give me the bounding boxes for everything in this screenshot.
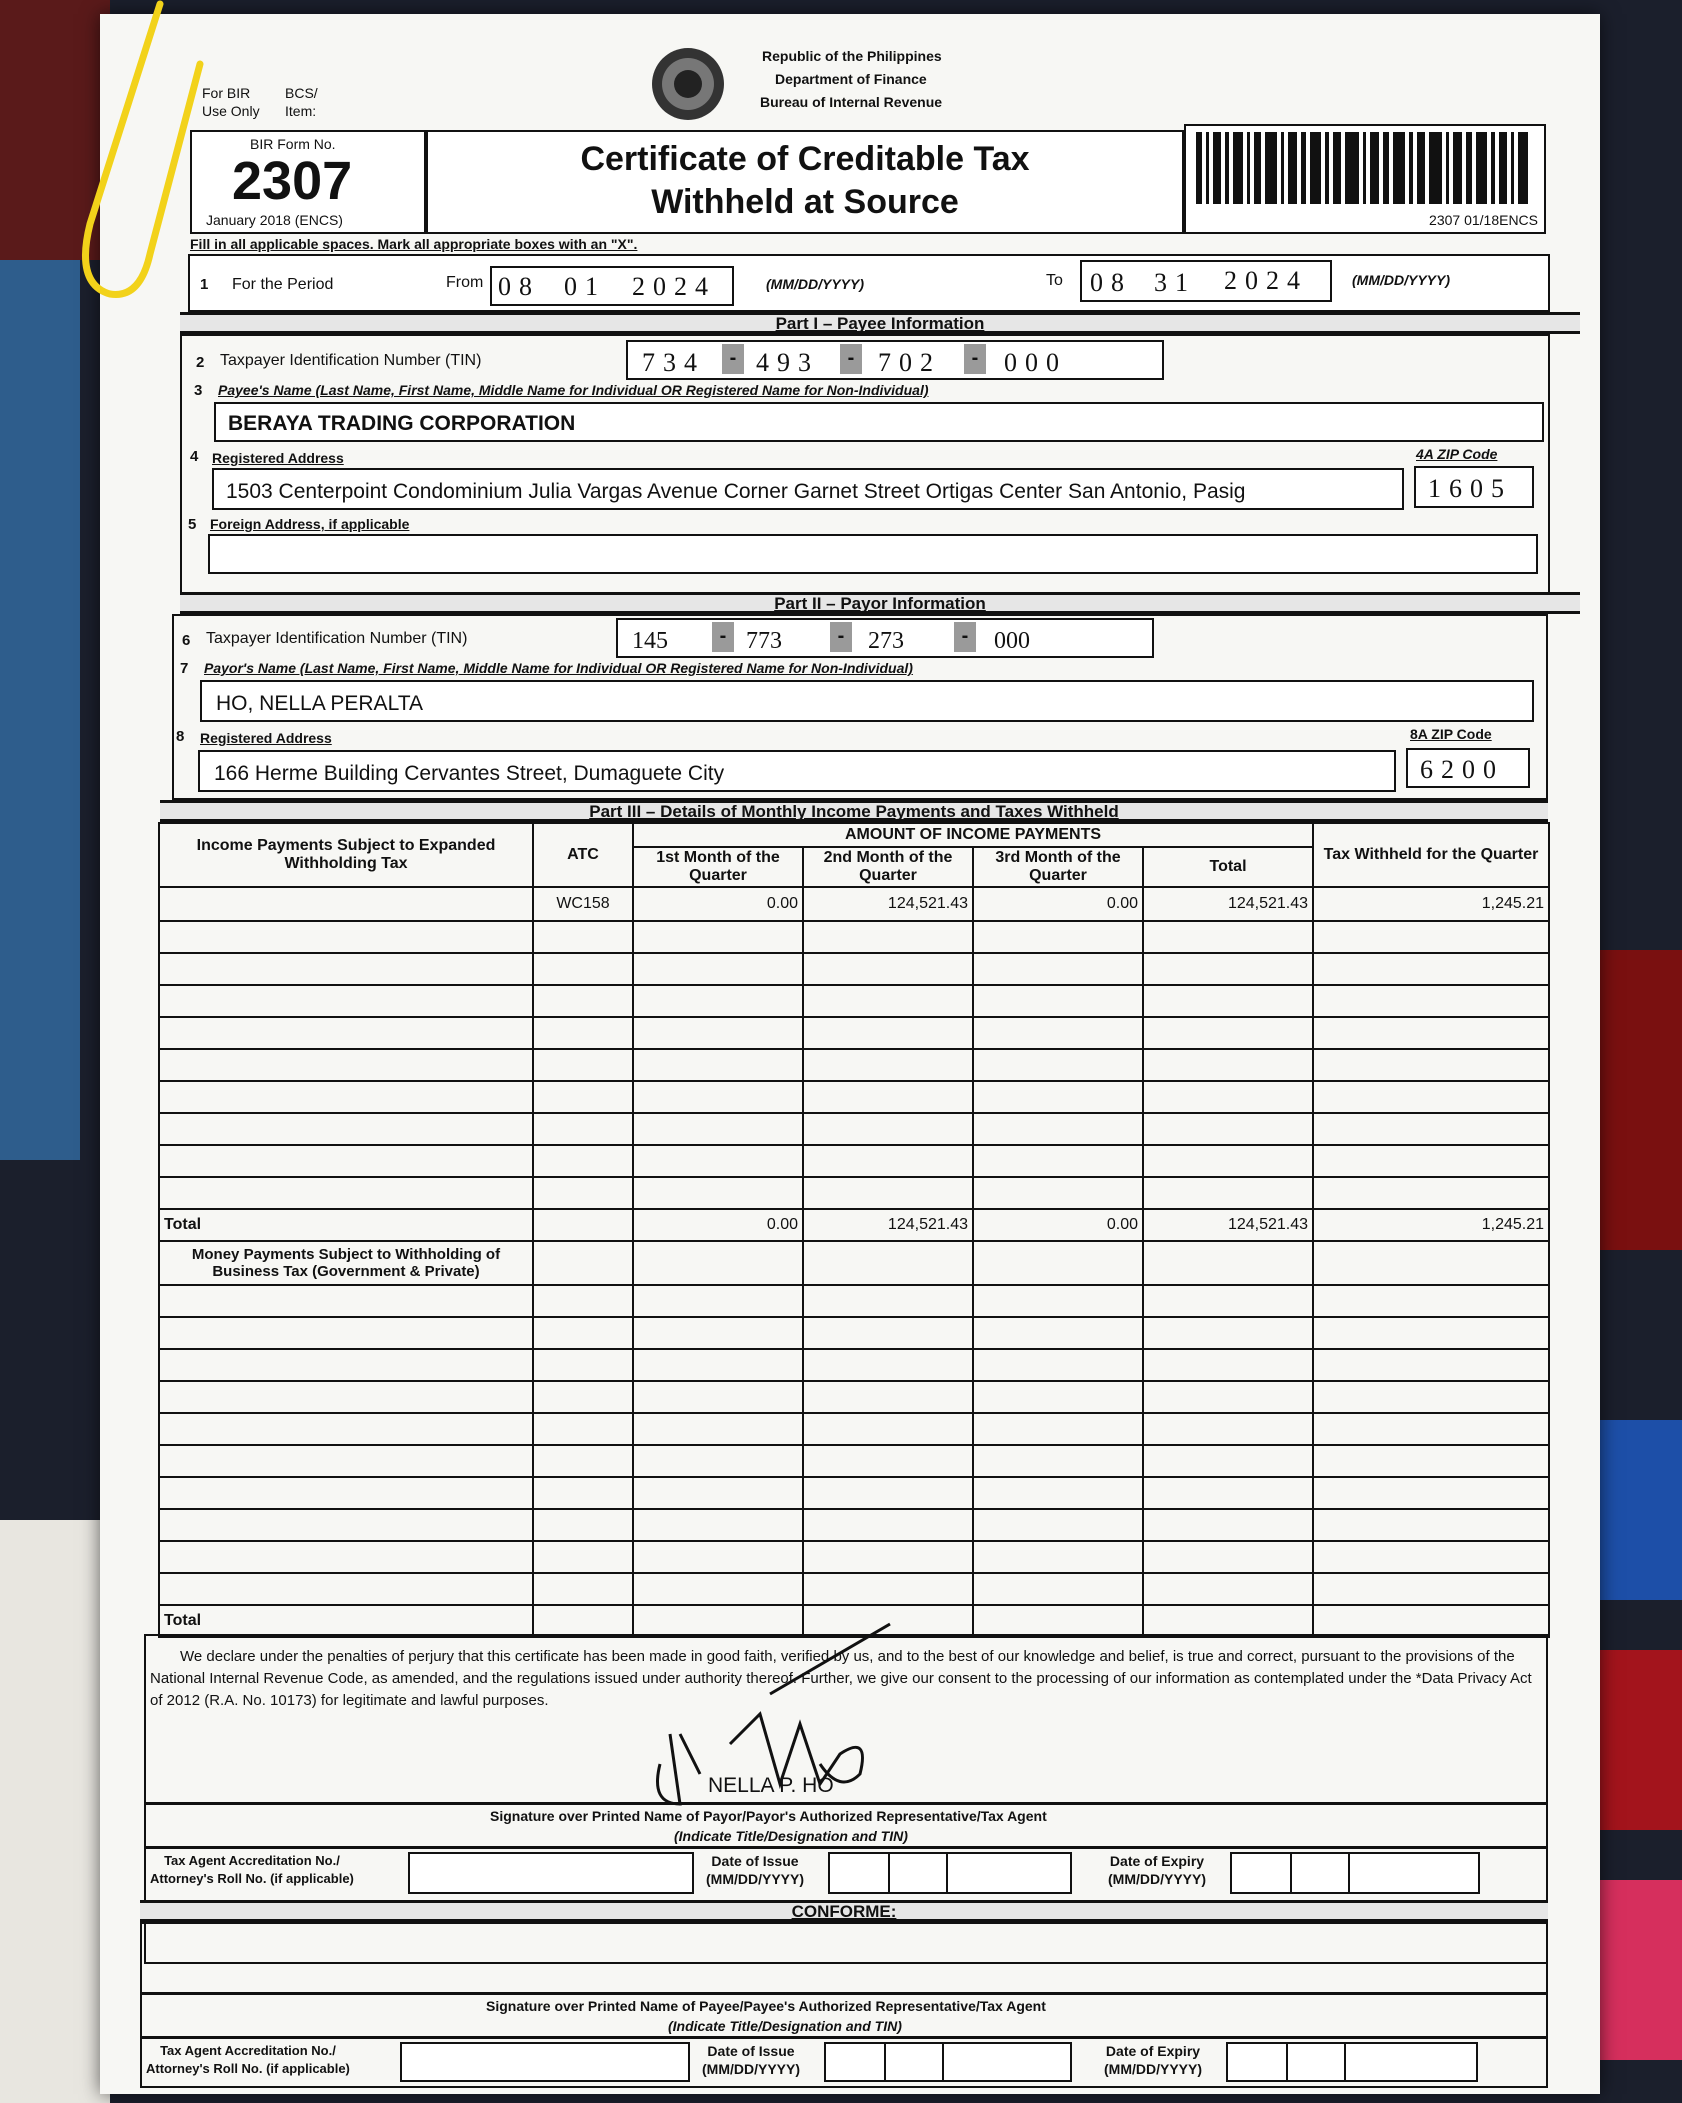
payee-tin-part4: 000 bbox=[1004, 348, 1067, 377]
empty-cell[interactable] bbox=[633, 1445, 803, 1477]
empty-cell[interactable] bbox=[973, 1349, 1143, 1381]
payee-agent-row-line bbox=[140, 2036, 1548, 2039]
payee-signature-caption2: (Indicate Title/Designation and TIN) bbox=[668, 2018, 902, 2034]
payee-tin-part2: 493 bbox=[756, 348, 819, 377]
payee-name-field[interactable] bbox=[214, 402, 1544, 442]
payor-name-label: Payor's Name (Last Name, First Name, Middle Name for Individual OR Registered Name for Non-Individual) bbox=[204, 660, 913, 676]
tax-cell[interactable]: 1,245.21 bbox=[1313, 887, 1549, 921]
tax-form-paper bbox=[100, 14, 1600, 2094]
item-5-number: 5 bbox=[188, 516, 197, 533]
empty-cell[interactable] bbox=[1313, 1113, 1549, 1145]
table-row bbox=[159, 1113, 1549, 1145]
table-row bbox=[159, 1349, 1549, 1381]
form-label: BIR Form No. bbox=[250, 136, 336, 152]
empty-cell[interactable] bbox=[1143, 1573, 1313, 1605]
empty-cell[interactable] bbox=[1143, 1017, 1313, 1049]
empty-cell[interactable] bbox=[973, 1541, 1143, 1573]
empty-cell[interactable] bbox=[633, 1049, 803, 1081]
empty-cell[interactable] bbox=[533, 1017, 633, 1049]
empty-cell[interactable] bbox=[1313, 1573, 1549, 1605]
to-label: To bbox=[1046, 272, 1063, 289]
form-title-box bbox=[426, 130, 1184, 234]
payor-address-field[interactable] bbox=[198, 750, 1396, 792]
empty-cell[interactable] bbox=[1313, 1317, 1549, 1349]
empty-cell[interactable] bbox=[1313, 1145, 1549, 1177]
form-title-line2: Withheld at Source bbox=[651, 183, 959, 221]
empty-cell[interactable] bbox=[1143, 1541, 1313, 1573]
empty-cell[interactable] bbox=[1143, 1081, 1313, 1113]
empty-cell[interactable] bbox=[1313, 953, 1549, 985]
empty-cell[interactable] bbox=[973, 921, 1143, 953]
empty-cell[interactable] bbox=[1143, 1177, 1313, 1209]
empty-cell[interactable] bbox=[1313, 1049, 1549, 1081]
empty-cell[interactable] bbox=[973, 1381, 1143, 1413]
instruction-text: Fill in all applicable spaces. Mark all appropriate boxes with an "X". bbox=[190, 236, 638, 252]
empty-cell[interactable] bbox=[973, 1605, 1143, 1637]
to-year: 2024 bbox=[1224, 266, 1308, 295]
col-month3-header: 3rd Month of the Quarter bbox=[973, 847, 1143, 887]
form-number-box bbox=[190, 130, 426, 234]
empty-cell[interactable] bbox=[1313, 985, 1549, 1017]
payee-signature-caption: Signature over Printed Name of Payee/Payee's Authorized Representative/Tax Agent bbox=[486, 1998, 1046, 2014]
empty-cell[interactable] bbox=[973, 1049, 1143, 1081]
empty-cell[interactable] bbox=[533, 1413, 633, 1445]
foreign-address-label: Foreign Address, if applicable bbox=[210, 516, 410, 532]
empty-cell[interactable] bbox=[973, 953, 1143, 985]
atc-cell[interactable]: WC158 bbox=[533, 887, 633, 921]
empty-cell[interactable] bbox=[803, 1177, 973, 1209]
empty-cell[interactable] bbox=[1143, 921, 1313, 953]
empty-cell[interactable] bbox=[533, 985, 633, 1017]
empty-cell[interactable] bbox=[1143, 953, 1313, 985]
empty-cell[interactable] bbox=[1313, 1509, 1549, 1541]
empty-cell[interactable] bbox=[533, 1541, 633, 1573]
empty-cell[interactable] bbox=[1313, 1413, 1549, 1445]
empty-cell[interactable] bbox=[633, 1113, 803, 1145]
payor-tin-part2: 773 bbox=[746, 628, 782, 654]
empty-cell[interactable] bbox=[1313, 1177, 1549, 1209]
payor-signature-caption: Signature over Printed Name of Payor/Payor's Authorized Representative/Tax Agent bbox=[490, 1808, 1047, 1824]
empty-cell[interactable] bbox=[803, 1317, 973, 1349]
empty-cell[interactable] bbox=[159, 1177, 533, 1209]
empty-cell[interactable] bbox=[1143, 1113, 1313, 1145]
payee-agent-field[interactable] bbox=[400, 2042, 690, 2082]
form-title-line1: Certificate of Creditable Tax bbox=[580, 140, 1030, 178]
empty-cell[interactable] bbox=[533, 1049, 633, 1081]
empty-cell[interactable] bbox=[803, 985, 973, 1017]
empty-cell[interactable] bbox=[1313, 1381, 1549, 1413]
item-8-number: 8 bbox=[176, 728, 185, 745]
period-row bbox=[188, 254, 1550, 312]
payee-name-value: BERAYA TRADING CORPORATION bbox=[228, 412, 576, 435]
bir-use-label: For BIR Use Only bbox=[202, 85, 260, 119]
payor-issue-field[interactable] bbox=[828, 1852, 1072, 1894]
tin-dash-5: - bbox=[830, 622, 852, 652]
payor-tin-field[interactable] bbox=[616, 618, 1154, 658]
payor-agent-label: Tax Agent Accreditation No./ Attorney's Roll No. (if applicable) bbox=[150, 1853, 354, 1886]
payor-tin-part1: 145 bbox=[632, 628, 668, 654]
empty-cell[interactable] bbox=[973, 1509, 1143, 1541]
empty-cell[interactable] bbox=[803, 1017, 973, 1049]
empty-cell[interactable] bbox=[1313, 1285, 1549, 1317]
empty-cell[interactable] bbox=[1143, 985, 1313, 1017]
background-white-swatch bbox=[0, 1520, 110, 2103]
empty-cell[interactable] bbox=[803, 953, 973, 985]
empty-cell[interactable] bbox=[533, 1285, 633, 1317]
item-4-number: 4 bbox=[190, 448, 199, 465]
empty-cell[interactable] bbox=[159, 1317, 533, 1349]
part3-title: Part III – Details of Monthly Income Payments and Taxes Withheld bbox=[160, 800, 1548, 822]
empty-cell[interactable] bbox=[633, 1145, 803, 1177]
republic-text: Republic of the Philippines bbox=[762, 48, 942, 64]
table-row bbox=[159, 1381, 1549, 1413]
table-row bbox=[159, 1413, 1549, 1445]
empty-cell[interactable] bbox=[159, 1541, 533, 1573]
empty-cell[interactable] bbox=[1143, 1317, 1313, 1349]
empty-cell[interactable] bbox=[803, 1113, 973, 1145]
empty-cell[interactable] bbox=[1313, 1541, 1549, 1573]
empty-cell[interactable] bbox=[973, 1285, 1143, 1317]
empty-cell[interactable] bbox=[803, 1285, 973, 1317]
empty-cell[interactable] bbox=[633, 1541, 803, 1573]
col-atc-header: ATC bbox=[533, 823, 633, 887]
empty-cell[interactable] bbox=[973, 1113, 1143, 1145]
payor-tin-part3: 273 bbox=[868, 628, 904, 654]
empty-cell[interactable] bbox=[1143, 1413, 1313, 1445]
empty-cell[interactable] bbox=[803, 1541, 973, 1573]
empty-cell[interactable] bbox=[633, 1413, 803, 1445]
payor-zip-value: 6200 bbox=[1420, 755, 1504, 784]
from-year: 2024 bbox=[632, 272, 716, 301]
conforme-title: CONFORME: bbox=[140, 1900, 1548, 1922]
empty-cell[interactable] bbox=[803, 1081, 973, 1113]
payee-address-value: 1503 Centerpoint Condominium Julia Vargas Avenue Corner Garnet Street Ortigas Center San Antonio, Pasig bbox=[226, 480, 1246, 503]
background-right-red bbox=[1600, 950, 1682, 1250]
empty-cell[interactable] bbox=[1143, 1349, 1313, 1381]
empty-cell[interactable] bbox=[803, 1349, 973, 1381]
table-row bbox=[159, 1573, 1549, 1605]
empty-cell[interactable] bbox=[973, 1317, 1143, 1349]
table-row bbox=[159, 1317, 1549, 1349]
item-6-number: 6 bbox=[182, 632, 191, 649]
to-format-label: (MM/DD/YYYY) bbox=[1352, 272, 1450, 288]
empty-cell[interactable] bbox=[973, 1241, 1143, 1285]
from-label: From bbox=[446, 274, 484, 291]
empty-cell[interactable] bbox=[159, 985, 533, 1017]
empty-cell[interactable] bbox=[159, 1509, 533, 1541]
empty-cell[interactable] bbox=[533, 1445, 633, 1477]
empty-cell[interactable] bbox=[1313, 1349, 1549, 1381]
payor-agent-field[interactable] bbox=[408, 1852, 694, 1894]
empty-cell[interactable] bbox=[1143, 1145, 1313, 1177]
table-row bbox=[159, 953, 1549, 985]
empty-cell[interactable] bbox=[973, 1177, 1143, 1209]
empty-cell[interactable] bbox=[533, 1573, 633, 1605]
total-month1[interactable]: 0.00 bbox=[633, 1209, 803, 1241]
empty-cell[interactable] bbox=[159, 1413, 533, 1445]
item-3-number: 3 bbox=[194, 382, 203, 399]
payee-address-field[interactable] bbox=[212, 468, 1404, 510]
payee-expiry-field[interactable] bbox=[1226, 2042, 1478, 2082]
payor-zip-field[interactable] bbox=[1406, 748, 1530, 788]
tin-dash-1: - bbox=[722, 344, 744, 374]
income-payments-table bbox=[158, 822, 1550, 1638]
payee-issue-field[interactable] bbox=[824, 2042, 1072, 2082]
empty-cell[interactable] bbox=[803, 1445, 973, 1477]
form-number: 2307 bbox=[232, 151, 353, 211]
empty-cell[interactable] bbox=[533, 1177, 633, 1209]
month1-cell[interactable]: 0.00 bbox=[633, 887, 803, 921]
background-right-blue bbox=[1600, 1420, 1682, 1600]
payee-address-label: Registered Address bbox=[212, 450, 344, 466]
empty-cell[interactable] bbox=[159, 1145, 533, 1177]
from-month: 08 bbox=[498, 272, 540, 301]
empty-cell[interactable] bbox=[159, 1017, 533, 1049]
payor-tin-label: Taxpayer Identification Number (TIN) bbox=[206, 630, 468, 647]
table-row bbox=[159, 1477, 1549, 1509]
empty-cell[interactable] bbox=[803, 921, 973, 953]
empty-cell[interactable] bbox=[159, 1573, 533, 1605]
part1-title: Part I – Payee Information bbox=[180, 312, 1580, 334]
empty-cell[interactable] bbox=[159, 1381, 533, 1413]
payee-zip-label: 4A ZIP Code bbox=[1416, 446, 1498, 462]
empty-cell[interactable] bbox=[1143, 1241, 1313, 1285]
empty-cell[interactable] bbox=[973, 1477, 1143, 1509]
department-text: Department of Finance bbox=[775, 71, 927, 87]
item-2-number: 2 bbox=[196, 354, 205, 371]
background-right-pink bbox=[1600, 1880, 1682, 2060]
col-income-header: Income Payments Subject to Expanded Withholding Tax bbox=[159, 823, 533, 887]
background-right-red2 bbox=[1600, 1650, 1682, 1830]
empty-cell[interactable] bbox=[973, 1145, 1143, 1177]
empty-cell[interactable] bbox=[1143, 1285, 1313, 1317]
empty-cell[interactable] bbox=[803, 1381, 973, 1413]
empty-cell[interactable] bbox=[633, 1241, 803, 1285]
table-row bbox=[159, 887, 1549, 921]
payee-issue-label: Date of Issue (MM/DD/YYYY) bbox=[702, 2043, 800, 2077]
foreign-address-field[interactable] bbox=[208, 534, 1538, 574]
table-row bbox=[159, 1541, 1549, 1573]
empty-cell[interactable] bbox=[633, 985, 803, 1017]
empty-cell[interactable] bbox=[159, 1081, 533, 1113]
payor-tin-part4: 000 bbox=[994, 628, 1030, 654]
empty-cell[interactable] bbox=[1313, 1081, 1549, 1113]
empty-cell[interactable] bbox=[1143, 1381, 1313, 1413]
tin-dash-6: - bbox=[954, 622, 976, 652]
from-format-label: (MM/DD/YYYY) bbox=[766, 276, 864, 292]
empty-cell[interactable] bbox=[633, 921, 803, 953]
to-month: 08 bbox=[1090, 268, 1132, 297]
table-row bbox=[159, 1017, 1549, 1049]
payee-zip-value: 1605 bbox=[1428, 474, 1512, 503]
empty-cell[interactable] bbox=[973, 1017, 1143, 1049]
payee-tin-label: Taxpayer Identification Number (TIN) bbox=[220, 352, 482, 369]
payor-address-label: Registered Address bbox=[200, 730, 332, 746]
table-row bbox=[159, 1081, 1549, 1113]
empty-cell[interactable] bbox=[533, 1349, 633, 1381]
empty-cell[interactable] bbox=[633, 1477, 803, 1509]
money-payments-label: Money Payments Subject to Withholding of Business Tax (Government & Private) bbox=[159, 1241, 533, 1285]
table-row bbox=[159, 921, 1549, 953]
total-month3[interactable]: 0.00 bbox=[973, 1209, 1143, 1241]
empty-cell[interactable] bbox=[159, 1113, 533, 1145]
empty-cell[interactable] bbox=[633, 1177, 803, 1209]
empty-cell[interactable] bbox=[633, 1017, 803, 1049]
empty-cell[interactable] bbox=[803, 1413, 973, 1445]
empty-cell[interactable] bbox=[533, 1477, 633, 1509]
payor-name-field[interactable] bbox=[200, 680, 1534, 722]
table-row bbox=[159, 1049, 1549, 1081]
payee-name-label: Payee's Name (Last Name, First Name, Middle Name for Individual OR Registered Name for Non-Individual) bbox=[218, 382, 929, 398]
from-day: 01 bbox=[564, 272, 606, 301]
empty-cell[interactable] bbox=[633, 1285, 803, 1317]
empty-cell[interactable] bbox=[1313, 1017, 1549, 1049]
empty-cell[interactable] bbox=[533, 1241, 633, 1285]
empty-cell[interactable] bbox=[803, 1241, 973, 1285]
payor-issue-label: Date of Issue (MM/DD/YYYY) bbox=[706, 1853, 804, 1887]
barcode-icon bbox=[1196, 132, 1536, 204]
payee-agent-label: Tax Agent Accreditation No./ Attorney's Roll No. (if applicable) bbox=[146, 2043, 350, 2076]
table-row bbox=[159, 1177, 1549, 1209]
payor-name-value: HO, NELLA PERALTA bbox=[216, 692, 423, 715]
payor-expiry-label: Date of Expiry (MM/DD/YYYY) bbox=[1108, 1853, 1206, 1887]
payee-zip-field[interactable] bbox=[1414, 466, 1534, 508]
tin-dash-2: - bbox=[840, 344, 862, 374]
declaration-text: We declare under the penalties of perjury that this certificate has been made in good faith, verified by us, and to the best of our knowledge and belief, is true and correct, pursuant to the provisions of the National Internal Revenue Code, as amended, and the regulations issued under authority thereof. Further, we give our consent to the processing of our information as contemplated under the *Data Privacy Act of 2012 (R.A. No. 10173) for legitimate and lawful purposes. bbox=[150, 1648, 1532, 1709]
tin-dash-4: - bbox=[712, 622, 734, 652]
empty-cell[interactable] bbox=[533, 1113, 633, 1145]
item-7-number: 7 bbox=[180, 660, 189, 677]
payor-signature-caption2: (Indicate Title/Designation and TIN) bbox=[674, 1828, 908, 1844]
empty-cell[interactable] bbox=[533, 1081, 633, 1113]
empty-cell[interactable] bbox=[973, 1081, 1143, 1113]
empty-cell[interactable] bbox=[159, 1477, 533, 1509]
empty-cell[interactable] bbox=[1143, 1477, 1313, 1509]
payee-tin-part1: 734 bbox=[642, 348, 705, 377]
empty-cell[interactable] bbox=[973, 985, 1143, 1017]
empty-cell[interactable] bbox=[1313, 1445, 1549, 1477]
payor-address-value: 166 Herme Building Cervantes Street, Dumaguete City bbox=[214, 762, 725, 785]
from-date-field[interactable] bbox=[490, 266, 734, 306]
total-tax[interactable]: 1,245.21 bbox=[1313, 1209, 1549, 1241]
payee-tin-field[interactable] bbox=[626, 340, 1164, 380]
barcode-box bbox=[1184, 124, 1546, 234]
col-total-header: Total bbox=[1143, 847, 1313, 887]
item-1-number: 1 bbox=[200, 276, 209, 293]
empty-cell[interactable] bbox=[533, 1145, 633, 1177]
empty-cell[interactable] bbox=[633, 1509, 803, 1541]
table-row bbox=[159, 985, 1549, 1017]
to-date-field[interactable] bbox=[1080, 260, 1332, 302]
empty-cell[interactable] bbox=[803, 1509, 973, 1541]
empty-cell[interactable] bbox=[973, 1573, 1143, 1605]
empty-cell[interactable] bbox=[633, 1573, 803, 1605]
empty-cell[interactable] bbox=[1313, 1241, 1549, 1285]
signer-name: NELLA P. HO bbox=[708, 1774, 834, 1797]
part2-title: Part II – Payor Information bbox=[180, 592, 1580, 614]
table-row bbox=[159, 1285, 1549, 1317]
empty-cell[interactable] bbox=[533, 1317, 633, 1349]
empty-cell[interactable] bbox=[973, 1413, 1143, 1445]
empty-cell[interactable] bbox=[1143, 1509, 1313, 1541]
payee-expiry-label: Date of Expiry (MM/DD/YYYY) bbox=[1104, 2043, 1202, 2077]
empty-cell[interactable] bbox=[533, 953, 633, 985]
amount-header: AMOUNT OF INCOME PAYMENTS bbox=[633, 823, 1313, 847]
col-month2-header: 2nd Month of the Quarter bbox=[803, 847, 973, 887]
tin-dash-3: - bbox=[964, 344, 986, 374]
empty-cell[interactable] bbox=[1143, 1049, 1313, 1081]
month2-cell[interactable]: 124,521.43 bbox=[803, 887, 973, 921]
empty-cell[interactable] bbox=[533, 1381, 633, 1413]
empty-cell[interactable] bbox=[803, 1573, 973, 1605]
to-day: 31 bbox=[1154, 268, 1196, 297]
form-version: January 2018 (ENCS) bbox=[206, 212, 343, 228]
total-cell[interactable]: 124,521.43 bbox=[1143, 887, 1313, 921]
empty-cell[interactable] bbox=[973, 1445, 1143, 1477]
empty-cell[interactable] bbox=[159, 1285, 533, 1317]
empty-cell[interactable] bbox=[803, 1049, 973, 1081]
empty-cell[interactable] bbox=[633, 1349, 803, 1381]
empty-cell[interactable] bbox=[159, 921, 533, 953]
col-month1-header: 1st Month of the Quarter bbox=[633, 847, 803, 887]
empty-cell[interactable] bbox=[633, 1381, 803, 1413]
empty-cell[interactable] bbox=[1143, 1445, 1313, 1477]
empty-cell[interactable] bbox=[159, 1049, 533, 1081]
bcs-item-label: BCS/ Item: bbox=[285, 85, 318, 119]
bir-seal-icon bbox=[648, 44, 728, 124]
table-row bbox=[159, 1445, 1549, 1477]
total-label: Total bbox=[159, 1209, 533, 1241]
month3-cell[interactable]: 0.00 bbox=[973, 887, 1143, 921]
empty-cell[interactable] bbox=[1313, 1605, 1549, 1637]
empty-cell[interactable] bbox=[533, 1209, 633, 1241]
empty-cell[interactable] bbox=[159, 953, 533, 985]
empty-cell[interactable] bbox=[633, 1081, 803, 1113]
empty-cell[interactable] bbox=[803, 1145, 973, 1177]
signature-line bbox=[144, 1802, 1548, 1805]
income-cell[interactable] bbox=[159, 887, 533, 921]
empty-cell[interactable] bbox=[803, 1477, 973, 1509]
empty-cell[interactable] bbox=[159, 1349, 533, 1381]
empty-cell[interactable] bbox=[633, 1317, 803, 1349]
payee-tin-part3: 702 bbox=[878, 348, 941, 377]
payor-zip-label: 8A ZIP Code bbox=[1410, 726, 1492, 742]
table-row bbox=[159, 1145, 1549, 1177]
total-month2[interactable]: 124,521.43 bbox=[803, 1209, 973, 1241]
period-label: For the Period bbox=[232, 276, 334, 293]
empty-cell[interactable] bbox=[533, 921, 633, 953]
bureau-text: Bureau of Internal Revenue bbox=[760, 94, 943, 110]
empty-cell[interactable] bbox=[1313, 921, 1549, 953]
empty-cell[interactable] bbox=[533, 1509, 633, 1541]
empty-cell[interactable] bbox=[633, 953, 803, 985]
total-row bbox=[159, 1209, 1549, 1241]
total-total[interactable]: 124,521.43 bbox=[1143, 1209, 1313, 1241]
background-blue-swatch bbox=[0, 260, 80, 1160]
table-row bbox=[159, 1509, 1549, 1541]
total2-label: Total bbox=[159, 1605, 533, 1637]
empty-cell[interactable] bbox=[1313, 1477, 1549, 1509]
barcode-code: 2307 01/18ENCS bbox=[1429, 212, 1538, 228]
payee-signature-line bbox=[140, 1992, 1548, 1995]
empty-cell[interactable] bbox=[159, 1445, 533, 1477]
agent-row-line bbox=[144, 1846, 1548, 1849]
empty-cell[interactable] bbox=[1143, 1605, 1313, 1637]
payor-expiry-field[interactable] bbox=[1230, 1852, 1480, 1894]
col-tax-header: Tax Withheld for the Quarter bbox=[1313, 823, 1549, 887]
money-payments-header-row bbox=[159, 1241, 1549, 1285]
